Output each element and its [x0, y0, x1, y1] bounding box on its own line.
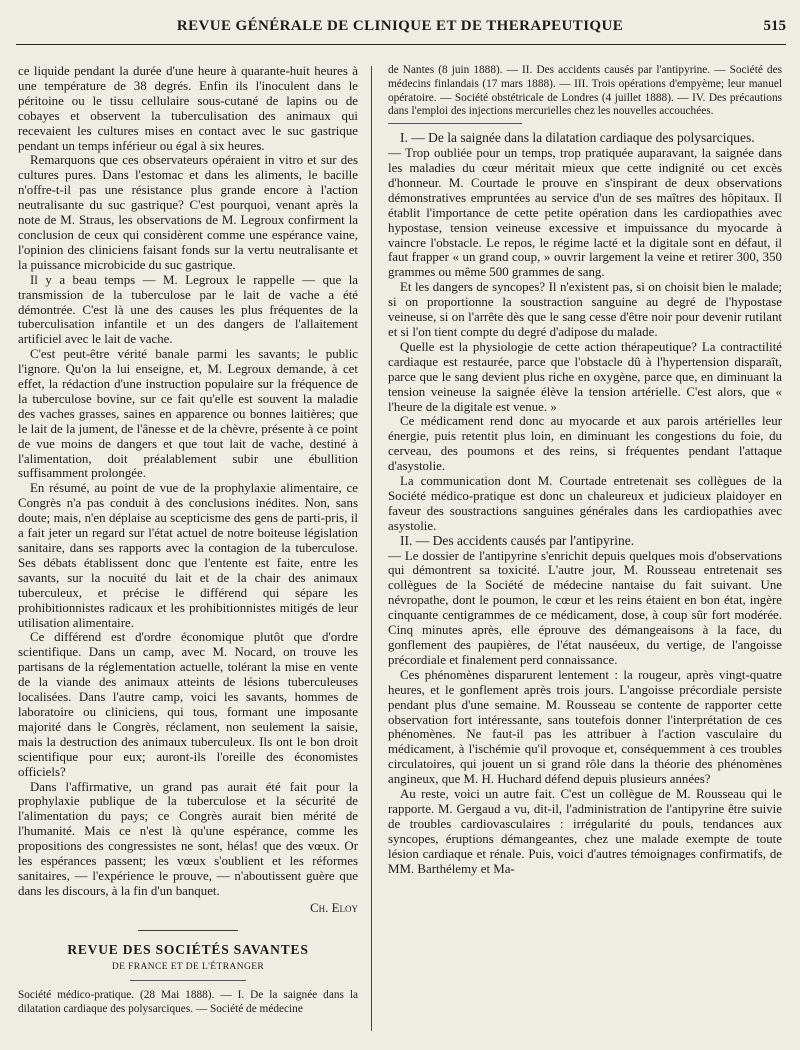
header-rule: [16, 44, 786, 45]
paragraph: ce liquide pendant la durée d'une heure à quarante-huit heures à une température de 38 degrés. Enfin ils l'inoculent dans le péritoine ou le tissu cellulaire sous-cutané de lapins ou de cobayes et observent la tuberculisation des animaux qui recevaient les cultures mises en contact avec le suc gastrique pendant un temps inférieur ou égal à six heures.: [18, 64, 358, 153]
subtitle-rule: [130, 980, 246, 981]
paragraph: La communication dont M. Courtade entretenait ses collègues de la Société médico-pratique est donc un chaleureux et judicieux plaidoyer en faveur des soustractions sanguines générales dans les cardiopathies avec asystolie.: [388, 474, 782, 533]
paragraph: Dans l'affirmative, un grand pas aurait été fait pour la prophylaxie publique de la tuberculose et la sécurité de l'alimentation du pays; ce Congrès aurait bien mérité de l'humanité. Mais ce n'est là qu'une espérance, comme les propositions des congressistes ne sont, hélas! que des vœux. Or les espérances passent; les vœux s'oublient et les réformes sanitaires, — l'expérience le prouve, — n'aboutissent guère que dans les discours, à la fin d'un banquet.: [18, 779, 358, 898]
article-heading-1: I. — De la saignée dans la dilatation cardiaque des polysarciques.: [400, 130, 755, 146]
paragraph: — Le dossier de l'antipyrine s'enrichit depuis quelques mois d'observations qui démontrent sa toxicité. L'autre jour, M. Rousseau entretenait ses collègues de la Société de médecine nantaise du fait suivant. Une névropathe, dont le poumon, le cœur et les reins étaient en bon état, ingère cinquante centigrammes de ce médicament, dose, à coup sûr fort modérée. Cinq minutes après, elle éprouve des démangeaisons à la face, du gonflement des paupières, de l'état nauséeux, du vertige, de l'angoisse précordiale et finalement perd connaissance.: [388, 548, 782, 667]
paragraph: C'est peut-être vérité banale parmi les savants; le public l'ignore. Qu'on la lui enseigne, et, M. Legroux demande, à cet effet, la rédaction d'une instruction populaire sur la fréquence de la tuberculose bovine, sur ce fait qu'elle est souvent la maladie des vaches grasses, saines en apparence ou bonnes laitières; que le lait de la jument, de l'ânesse et de la chèvre, présente à ce point de vue moins de dangers et que tout lait de vache, destiné à l'alimentation, doit préalablement subir une ébullition suffisamment prolongée.: [18, 347, 358, 481]
paragraph: En résumé, au point de vue de la prophylaxie alimentaire, ce Congrès n'a pas conduit à des conclusions inédites. Non, sans doute; mais, n'en déplaise au scepticisme des gens de parti-pris, il a fait jeter un regard sur l'état actuel de notre boiteuse législation sanitaire, dans ses rapports avec la contagion de la tuberculose. Ses débats établissent donc que l'entente est faite, entre les savants, sur la nocuité du lait et de la chair des animaux tuberculeux, et précise le différend qui sépare les prohibitionnistes radicaux et les prohibitionnistes mitigés de leur utilisation alimentaire.: [18, 481, 358, 630]
paragraph: Quelle est la physiologie de cette action thérapeutique? La contractilité cardiaque est restaurée, parce que l'obstacle dû à l'hypertension disparaît, parce que le sang devient plus riche en oxygène, parce que, en diminuant la tension veineuse la saignée élève la tension artérielle. C'est alors, que « l'heure de la digitale est venue. »: [388, 339, 782, 414]
right-column: [388, 64, 782, 877]
paragraph: Il y a beau temps — M. Legroux le rappelle — que la transmission de la tuberculose par le lait de vache a été démontrée. C'est là une des causes les plus fréquentes de la tuberculisation infantile et un des dangers de l'allaitement artificiel avec le lait de vache.: [18, 272, 358, 347]
section-subtitle: DE FRANCE ET DE L'ÉTRANGER: [111, 961, 265, 972]
paragraph: Ce différend est d'ordre économique plutôt que d'ordre scientifique. Dans un camp, avec M. Nocard, on trouve les partisans de la réglementation actuelle, tolérant la mise en vente de la viande des animaux atteints de lésions tuberculeuses localisées. Dans l'autre camp, voici les savants, hommes de laboratoire ou cliniciens, qui tous, formant une imposante majorité dans le Congrès, réclament, non seulement la saisie, mais la destruction des animaux tuberculeux. Ils ont le bon droit scientifique pour eux; auront-ils l'oreille des économistes officiels?: [18, 630, 358, 779]
left-column: [18, 64, 358, 1017]
summary-rule: [388, 123, 522, 124]
page-number: 515: [763, 18, 786, 34]
paragraph: Ce médicament rend donc au myocarde et aux parois artérielles leur énergie, puis retentit plus loin, en diminuant les congestions du foie, du cerveau, des poumons et des reins, si fréquentes pendant l'attaque d'asystolie.: [388, 414, 782, 474]
summary-end: de Nantes (8 juin 1888). — II. Des accidents causés par l'antipyrine. — Société des médecins finlandais (17 mars 1888). — III. Trois opérations d'empyème; leur manuel opératoire. — Société obstétricale de Londres (4 juillet 1888). — IV. Des précautions dans l'emploi des injections mercurielles chez les nouvelles accouchées.: [388, 64, 782, 118]
article-heading-2: II. — Des accidents causés par l'antipyrine.: [400, 532, 635, 548]
section-divider: [138, 930, 238, 931]
summary-start: Société médico-pratique. (28 Mai 1888). — I. De la saignée dans la dilatation cardiaque des polysarciques. — Société de médecine: [18, 989, 358, 1016]
column-rule: [371, 66, 372, 1031]
paragraph: — Trop oubliée pour un temps, trop pratiquée auparavant, la saignée dans les maladies du cœur méritait mieux que cette indignité ou cet excès d'honneur. M. Courtade le prouve en s'inspirant de deux observations démonstratives empruntées au service d'un de ses maîtres des hôpitaux. Il établit l'importance de cette petite opération dans les cardiopathies avec hypostase, tension veineuse excessive et impuissance du myocarde à vaincre l'obstacle. Le repos, le régime lacté et la digitale sont en défaut, il faut frapper « un grand coup, » ouvrir largement la veine et retirer 300, 350 grammes ou même 500 grammes de sang.: [388, 146, 782, 280]
page-header: [0, 18, 800, 42]
paragraph: Ces phénomènes disparurent lentement : la rougeur, après vingt-quatre heures, et le gonflement après trois jours. L'angoisse précordiale persiste pendant plus d'une semaine. M. Rousseau se contente de rapporter cette observation fort intéressante, sans toutefois donner l'interprétation de ces phénomènes. Ne faut-il pas les attribuer à l'action vasculaire du médicament, à l'ischémie qu'il provoque et, conséquemment à ces troubles circulatoires, qui jouent un si grand rôle dans la théorie des phénomènes angineux, que M. H. Huchard défend depuis plusieurs années?: [388, 667, 782, 787]
paragraph: Et les dangers de syncopes? Il n'existent pas, si on choisit bien le malade; si on proportionne la soustraction sanguine au degré de l'hypostase veineuse, si on l'arrête dès que le sang cesse d'être noir pour devenir rutilant et si l'on tient compte du degré d'adipose du malade.: [388, 280, 782, 339]
running-title: REVUE GÉNÉRALE DE CLINIQUE ET DE THERAPEUTIQUE: [176, 18, 624, 34]
paragraph: Remarquons que ces observateurs opéraient in vitro et sur des cultures pures. Dans l'estomac et dans les aliments, le bacille n'offre-t-il pas une résistance plus grande encore à l'action neutralisante du suc gastrique? C'est pourquoi, venant après la note de M. Straus, les observations de M. Legroux confirment la conclusion de ceux qui considèrent comme une espérance vaine, l'opinion des cliniciens faisant fonds sur la vertu neutralisante et la puissance microbicide du suc gastrique.: [18, 153, 358, 272]
section-title: REVUE DES SOCIÉTÉS SAVANTES: [67, 941, 309, 957]
paragraph: Au reste, voici un autre fait. C'est un collègue de M. Rousseau qui le rapporte. M. Gergaud a vu, dit-il, l'administration de l'antipyrine être suivie de troubles cardiovasculaires : irrégularité du pouls, tendances aux syncopes, éruptions démangeantes, chez une malade exempte de toute lésion cardiaque et rénale. Puis, voici d'autres témoignages confirmatifs, de MM. Barthélemy et Ma-: [388, 787, 782, 876]
author-signature: Ch. Eloy: [310, 900, 358, 915]
